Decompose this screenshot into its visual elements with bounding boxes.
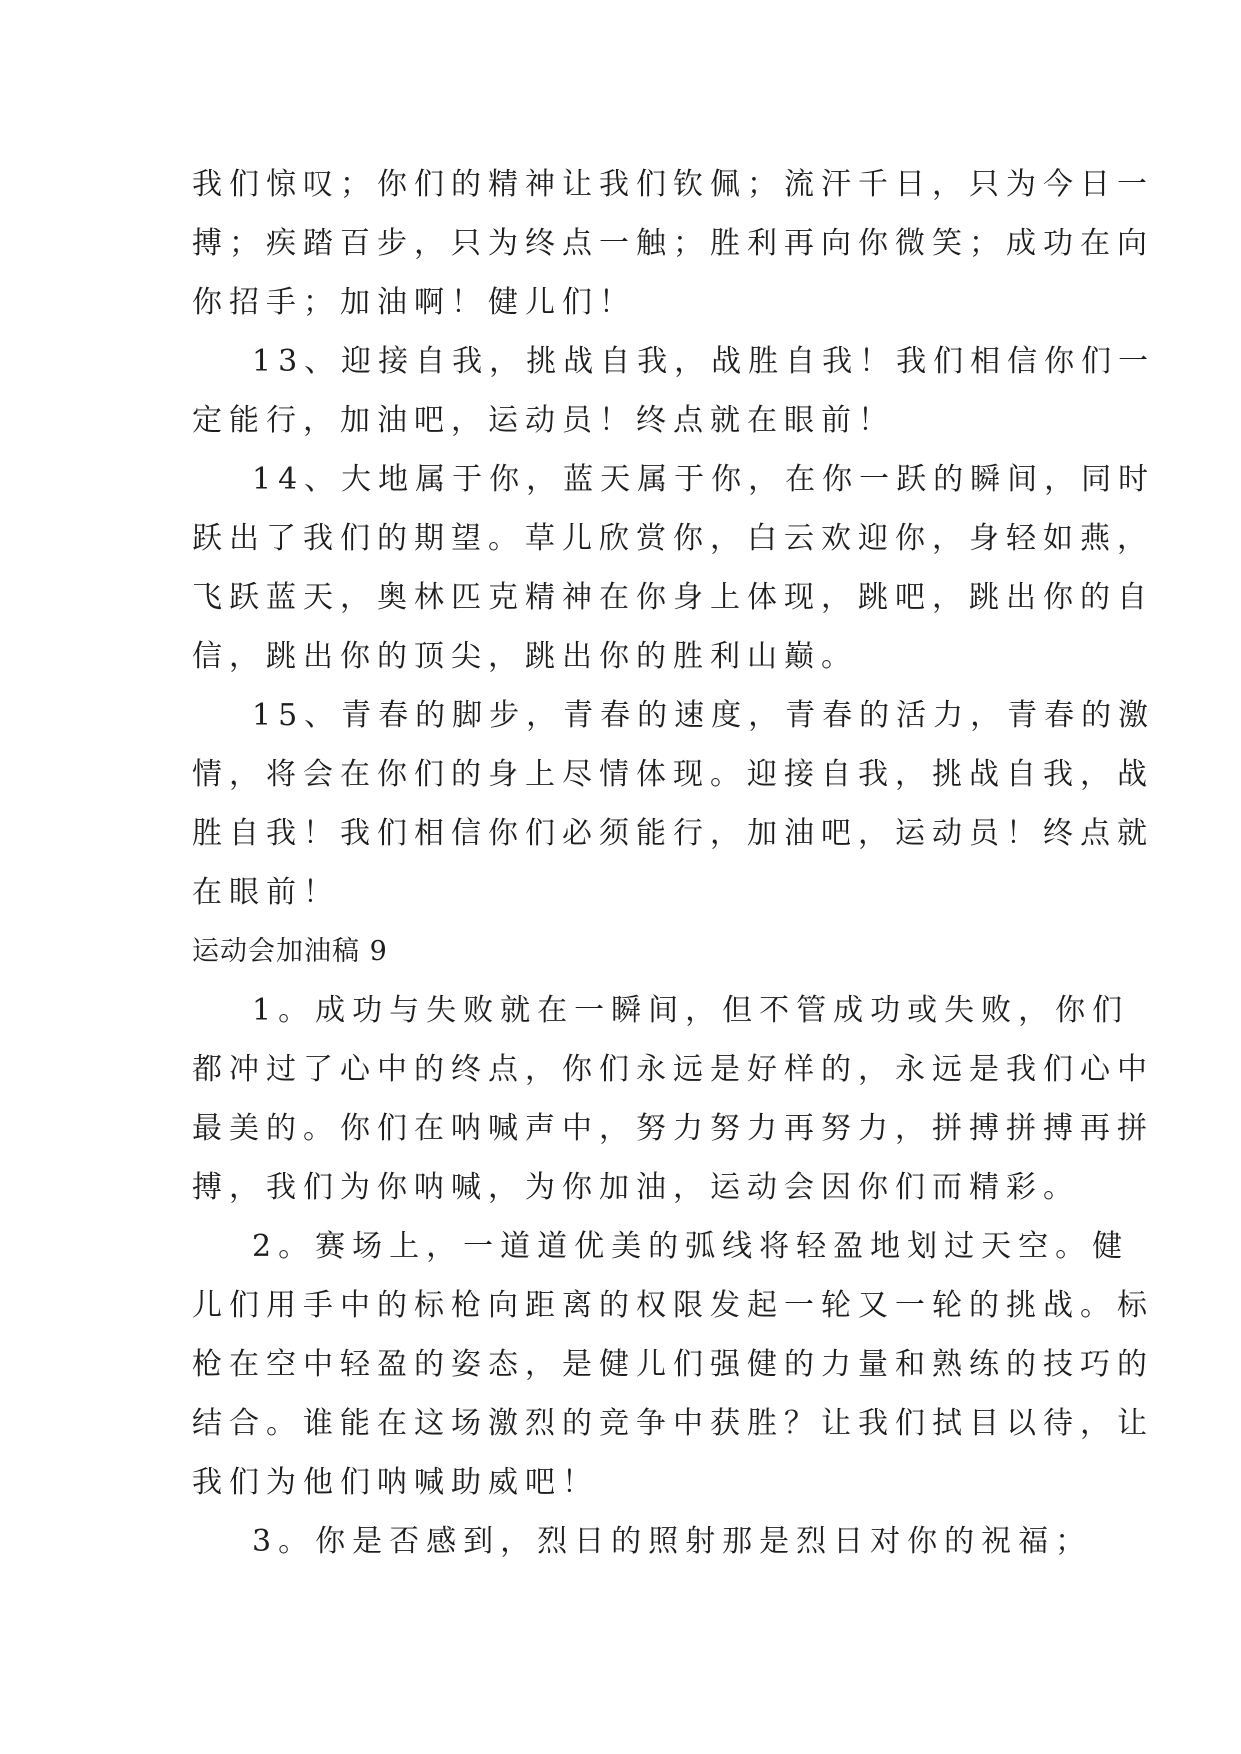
text-line: 15、青春的脚步，青春的速度，青春的活力，青春的激 — [252, 698, 1156, 733]
text-line: 3。你是否感到，烈日的照射那是烈日对你的祝福； — [252, 1524, 1093, 1559]
text-line: 我们为他们呐喊助威吧！ — [192, 1465, 599, 1500]
paragraph-intro — [192, 155, 1154, 332]
text-line: 1。成功与失败就在一瞬间，但不管成功或失败，你们 — [252, 993, 1130, 1028]
text-line: 2。赛场上，一道道优美的弧线将轻盈地划过天空。健 — [252, 1229, 1130, 1264]
paragraph-item-2 — [192, 1217, 1154, 1512]
paragraph-item-3 — [192, 1512, 1093, 1571]
text-line: 枪在空中轻盈的姿态，是健儿们强健的力量和熟练的技巧的 — [192, 1347, 1154, 1382]
body-text — [192, 155, 1156, 1571]
paragraph-item-13 — [192, 332, 1156, 450]
text-line: 搏，我们为你呐喊，为你加油，运动会因你们而精彩。 — [192, 1170, 1080, 1205]
text-line: 情，将会在你们的身上尽情体现。迎接自我，挑战自我，战 — [192, 757, 1154, 792]
text-line: 14、大地属于你，蓝天属于你，在你一跃的瞬间，同时 — [252, 462, 1156, 497]
text-line: 定能行，加油吧，运动员！终点就在眼前！ — [192, 403, 895, 438]
text-line: 都冲过了心中的终点，你们永远是好样的，永远是我们心中 — [192, 1052, 1154, 1087]
text-line: 13、迎接自我，挑战自我，战胜自我！我们相信你们一 — [252, 344, 1156, 379]
text-line: 你招手；加油啊！健儿们！ — [192, 285, 636, 320]
text-line: 最美的。你们在呐喊声中，努力努力再努力，拼搏拼搏再拼 — [192, 1111, 1154, 1146]
text-line: 儿们用手中的标枪向距离的权限发起一轮又一轮的挑战。标 — [192, 1288, 1154, 1323]
text-line: 结合。谁能在这场激烈的竞争中获胜？让我们拭目以待，让 — [192, 1406, 1154, 1441]
paragraph-item-1 — [192, 981, 1154, 1217]
text-line: 跃出了我们的期望。草儿欣赏你，白云欢迎你，身轻如燕， — [192, 521, 1154, 556]
paragraph-item-14 — [192, 450, 1156, 686]
text-line: 胜自我！我们相信你们必须能行，加油吧，运动员！终点就 — [192, 816, 1154, 851]
text-line: 搏；疾踏百步，只为终点一触；胜利再向你微笑；成功在向 — [192, 226, 1154, 261]
text-line: 飞跃蓝天，奥林匹克精神在你身上体现，跳吧，跳出你的自 — [192, 580, 1154, 615]
text-line: 在眼前！ — [192, 875, 340, 910]
section-heading: 运动会加油稿 9 — [192, 936, 388, 967]
text-line: 信，跳出你的顶尖，跳出你的胜利山巅。 — [192, 639, 858, 674]
paragraph-item-15 — [192, 686, 1156, 922]
text-line: 我们惊叹；你们的精神让我们钦佩；流汗千日，只为今日一 — [192, 167, 1154, 202]
